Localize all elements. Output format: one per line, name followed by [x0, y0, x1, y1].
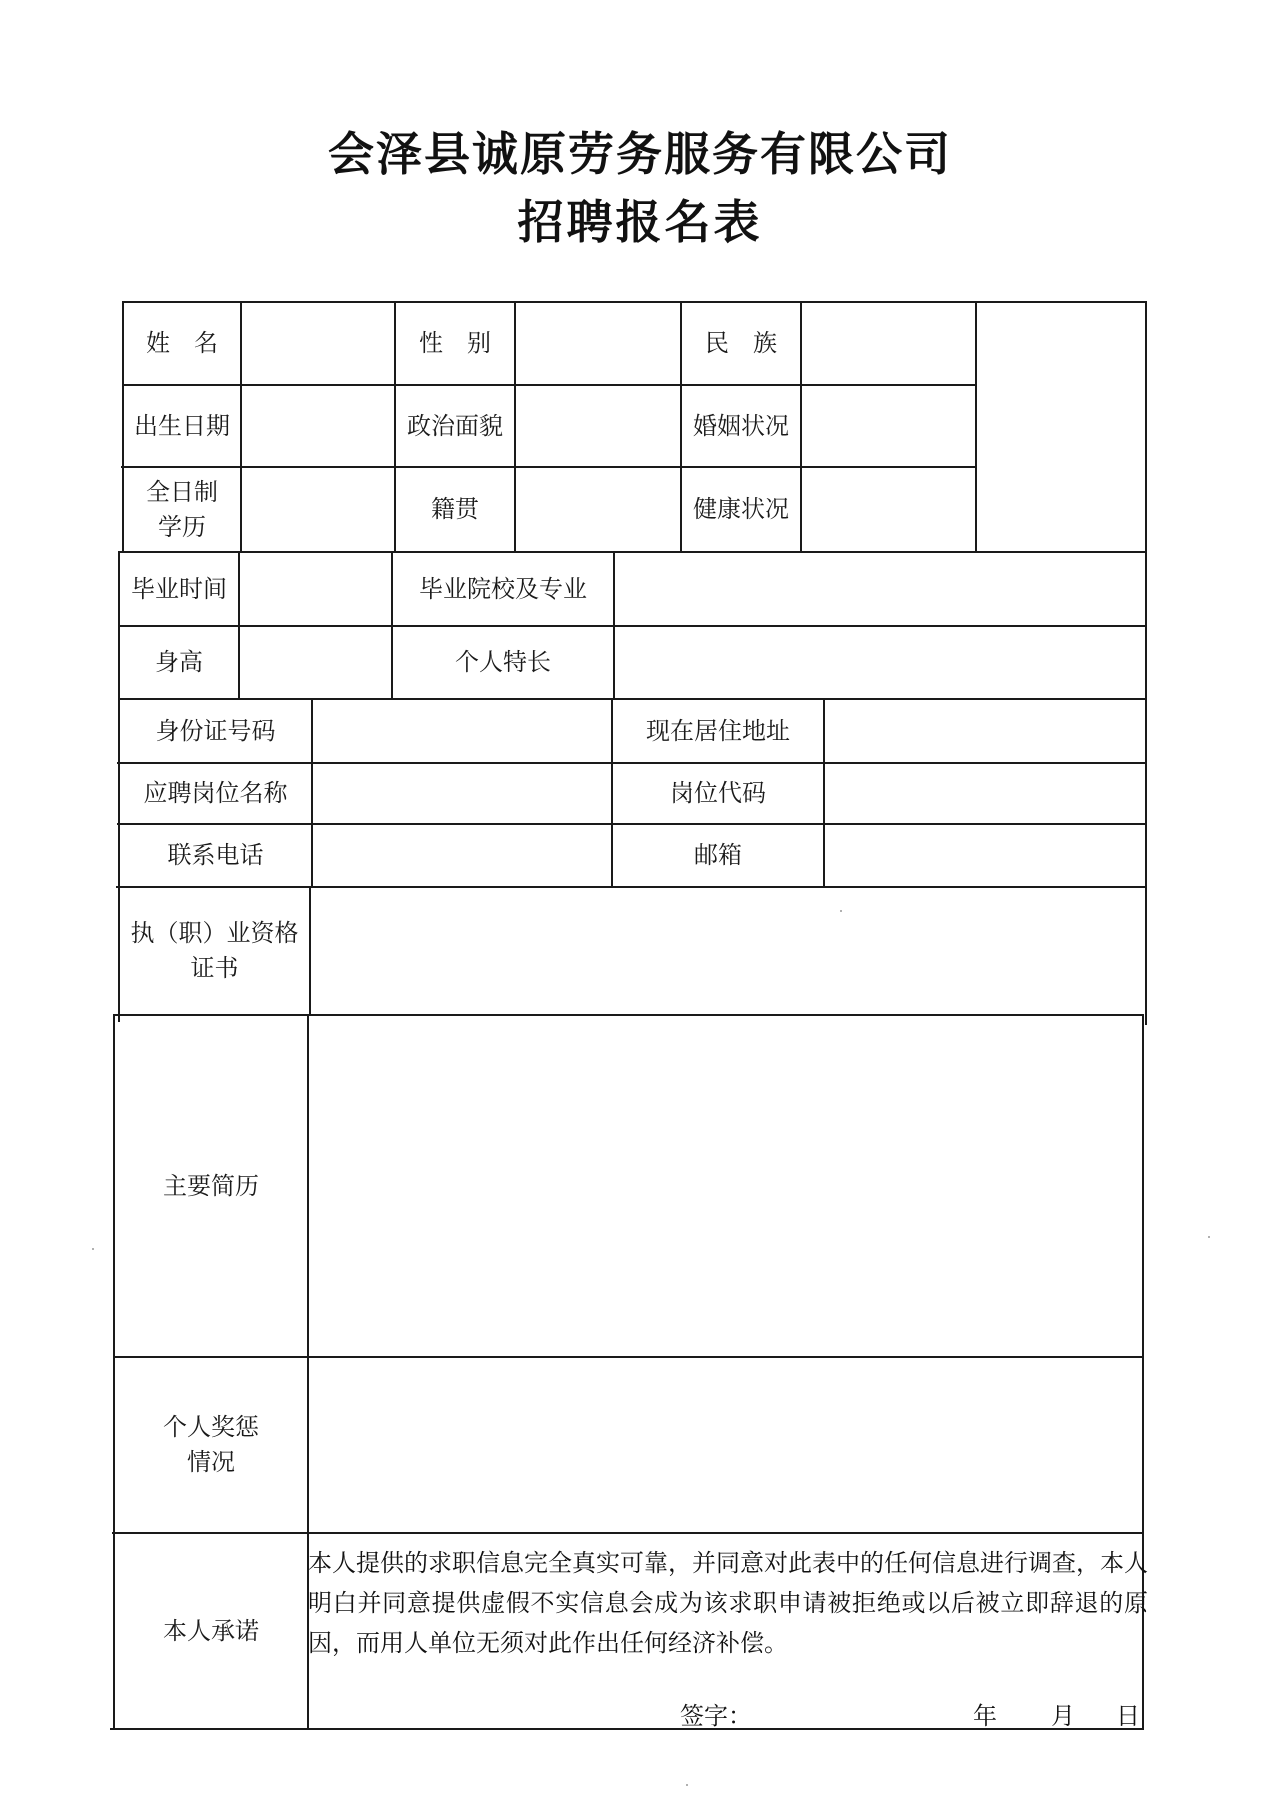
gender-label: 性 别 — [419, 329, 491, 358]
political-status-field[interactable] — [516, 386, 680, 466]
photo-box[interactable] — [977, 303, 1145, 551]
position-name-field[interactable] — [313, 764, 611, 823]
form-title: 招聘报名表 — [517, 195, 763, 249]
specialty-label: 个人特长 — [455, 648, 551, 677]
school-major-field[interactable] — [615, 553, 1145, 625]
graduation-time-label: 毕业时间 — [131, 574, 227, 603]
gender-field[interactable] — [516, 303, 680, 384]
resume-field[interactable] — [309, 1016, 1142, 1356]
signature-label: 签字： — [680, 1702, 752, 1730]
education-field[interactable] — [242, 468, 394, 551]
rewards-label: 个人奖惩 情况 — [163, 1413, 259, 1476]
email-field[interactable] — [825, 825, 1145, 886]
graduation-time-field[interactable] — [240, 553, 391, 625]
certificate-label: 执（职）业资格 证书 — [130, 919, 299, 982]
specialty-field[interactable] — [615, 627, 1145, 698]
birth-date-label: 出生日期 — [134, 411, 230, 440]
name-label: 姓 名 — [146, 329, 218, 358]
height-label: 身高 — [155, 648, 203, 677]
scan-speck — [840, 910, 842, 912]
native-place-field[interactable] — [516, 468, 680, 551]
marital-status-label: 婚姻状况 — [693, 411, 789, 440]
marital-status-field[interactable] — [802, 386, 975, 466]
address-field[interactable] — [825, 700, 1145, 762]
email-label: 邮箱 — [694, 841, 742, 870]
height-field[interactable] — [240, 627, 391, 698]
position-code-field[interactable] — [825, 764, 1145, 823]
address-label: 现在居住地址 — [646, 716, 790, 745]
company-title: 会泽县诚原劳务服务有限公司 — [328, 127, 952, 181]
phone-field[interactable] — [313, 825, 611, 886]
id-number-field[interactable] — [313, 700, 611, 762]
date-year-label: 年 — [973, 1702, 997, 1730]
ethnicity-label: 民 族 — [705, 329, 777, 358]
birth-date-field[interactable] — [242, 386, 394, 466]
ethnicity-field[interactable] — [802, 303, 975, 384]
date-month-label: 月 — [1051, 1702, 1075, 1730]
resume-label: 主要简历 — [163, 1171, 259, 1200]
rewards-field[interactable] — [309, 1358, 1142, 1532]
health-label: 健康状况 — [693, 495, 789, 524]
pledge-label: 本人承诺 — [163, 1616, 259, 1645]
position-code-label: 岗位代码 — [670, 779, 766, 808]
school-major-label: 毕业院校及专业 — [419, 574, 587, 603]
scan-speck — [1208, 1236, 1210, 1238]
native-place-label: 籍贯 — [431, 495, 479, 524]
date-day-label: 日 — [1116, 1702, 1140, 1730]
scan-speck — [686, 1784, 688, 1786]
pledge-text: 本人提供的求职信息完全真实可靠，并同意对此表中的任何信息进行调查，本人明白并同意提供虚假不实信息会成为该求职申请被拒绝或以后被立即辞退的原因，而用人单位无须对此作出任何经济补偿。 — [308, 1549, 1148, 1657]
scan-speck — [92, 1248, 94, 1250]
phone-label: 联系电话 — [167, 841, 264, 870]
id-number-label: 身份证号码 — [155, 716, 276, 745]
political-status-label: 政治面貌 — [407, 411, 503, 440]
education-label: 全日制 学历 — [146, 477, 218, 541]
name-field[interactable] — [242, 303, 394, 384]
position-name-label: 应聘岗位名称 — [143, 779, 288, 808]
signature-field[interactable] — [750, 1690, 950, 1724]
health-field[interactable] — [802, 468, 975, 551]
certificate-field[interactable] — [311, 888, 1145, 1014]
